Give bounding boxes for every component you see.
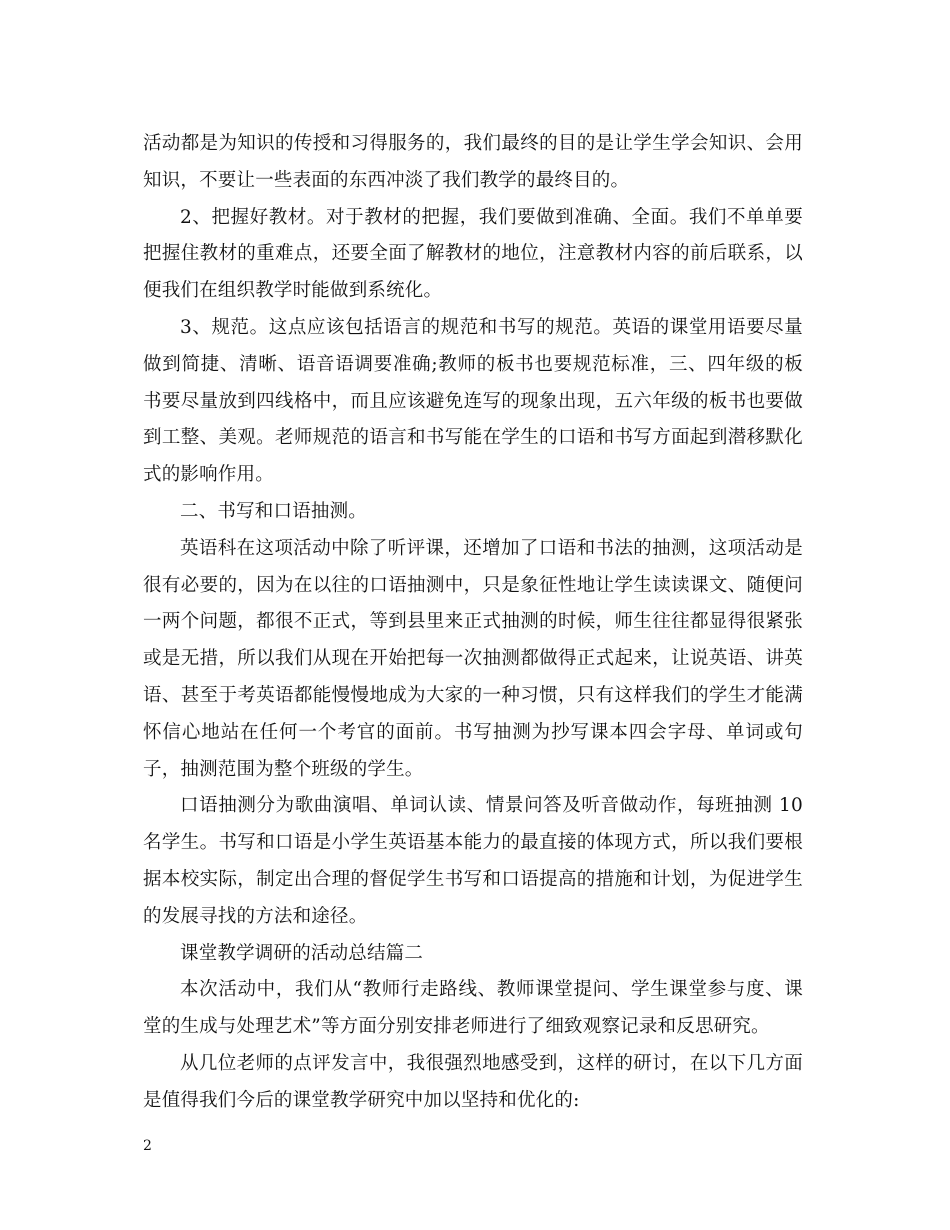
paragraph-textbook-mastery: 2、把握好教材。对于教材的把握，我们要做到准确、全面。我们不单单要把握住教材的重难点，还要全面了解教材的地位，注意教材内容的前后联系，以便我们在组织教学时能做到系统化。 bbox=[143, 206, 803, 302]
paragraph-continuation: 活动都是为知识的传授和习得服务的，我们最终的目的是让学生学会知识、会用知识，不要让一些表面的东西冲淡了我们教学的最终目的。 bbox=[143, 133, 803, 191]
paragraph-oral-test-details: 口语抽测分为歌曲演唱、单词认读、情景问答及听音做动作，每班抽测 10 名学生。书写和口语是小学生英语基本能力的最直接的体现方式，所以我们要根据本校实际，制定出合理的督促学生书写和口语提高的措施和计划，为促进学生的发展寻找的方法和途径。 bbox=[143, 795, 803, 927]
paragraph-teacher-comments: 从几位老师的点评发言中，我很强烈地感受到，这样的研讨，在以下几方面是值得我们今后的课堂教学研究中加以坚持和优化的: bbox=[143, 1052, 803, 1111]
paragraph-english-oral-calligraphy: 英语科在这项活动中除了听评课，还增加了口语和书法的抽测，这项活动是很有必要的，因为在以往的口语抽测中，只是象征性地让学生读读课文、随便问一两个问题，都很不正式，等到县里来正式抽测的时候，师生往往都显得很紧张或是无措，所以我们从现在开始把每一次抽测都做得正式起来，让说英语、讲英语、甚至于考英语都能慢慢地成为大家的一种习惯，只有这样我们的学生才能满怀信心地站在任何一个考官的面前。书写抽测为抄写课本四会字母、单词或句子，抽测范围为整个班级的学生。 bbox=[143, 537, 803, 780]
section-heading-writing-oral-test: 二、书写和口语抽测。 bbox=[180, 500, 368, 522]
paragraph-standards: 3、规范。这点应该包括语言的规范和书写的规范。英语的课堂用语要尽量做到简捷、清晰、语音语调要准确;教师的板书也要规范标准，三、四年级的板书要尽量放到四线格中，而且应该避免连写的现象出现，五六年级的板书也要做到工整、美观。老师规范的语言和书写能在学生的口语和书写方面起到潜移默化式的影响作用。 bbox=[143, 316, 803, 486]
section-heading-part-two: 课堂教学调研的活动总结篇二 bbox=[180, 942, 424, 964]
document-body bbox=[143, 126, 803, 1120]
page-number: 2 bbox=[143, 1138, 152, 1154]
paragraph-activity-observation: 本次活动中，我们从“教师行走路线、教师课堂提问、学生课堂参与度、课堂的生成与处理艺术”等方面分别安排老师进行了细致观察记录和反思研究。 bbox=[143, 979, 803, 1038]
